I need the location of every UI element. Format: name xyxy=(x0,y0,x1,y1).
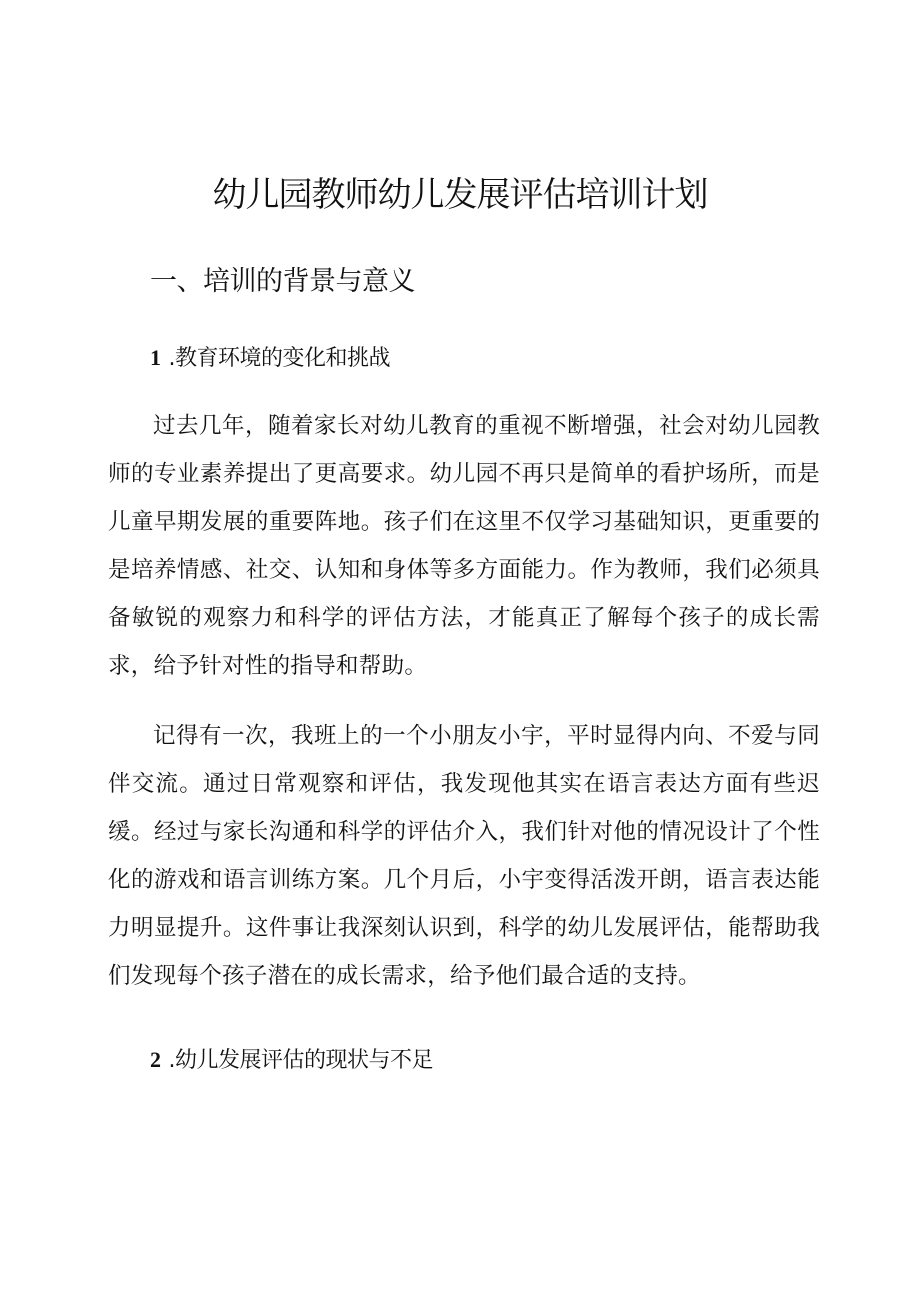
subsection-label: .教育环境的变化和挑战 xyxy=(168,346,390,371)
subsection-number: 1 xyxy=(150,345,161,370)
subsection-number: 2 xyxy=(150,1047,161,1072)
section-heading-background: 一、培训的背景与意义 xyxy=(150,266,415,297)
subsection-heading-assessment-status xyxy=(150,1043,433,1078)
subsection-heading-education-environment xyxy=(150,341,390,376)
subsection-label: .幼儿发展评估的现状与不足 xyxy=(168,1048,433,1073)
paragraph-background: 过去几年，随着家长对幼儿教育的重视不断增强，社会对幼儿园教师的专业素养提出了更高要求。幼儿园不再只是简单的看护场所，而是儿童早期发展的重要阵地。孩子们在这里不仅学习基础知识，更重要的是培养情感、社交、认知和身体等多方面能力。作为教师，我们必须具备敏锐的观察力和科学的评估方法，才能真正了解每个孩子的成长需求，给予针对性的指导和帮助。 xyxy=(108,413,820,679)
document-title: 幼儿园教师幼儿发展评估培训计划 xyxy=(212,175,708,215)
paragraph-example: 记得有一次，我班上的一个小朋友小宇，平时显得内向、不爱与同伴交流。通过日常观察和评估，我发现他其实在语言表达方面有些迟缓。经过与家长沟通和科学的评估介入，我们针对他的情况设计了个性化的游戏和语言训练方案。几个月后，小宇变得活泼开朗，语言表达能力明显提升。这件事让我深刻认识到，科学的幼儿发展评估，能帮助我们发现每个孩子潜在的成长需求，给予他们最合适的支持。 xyxy=(108,723,820,989)
